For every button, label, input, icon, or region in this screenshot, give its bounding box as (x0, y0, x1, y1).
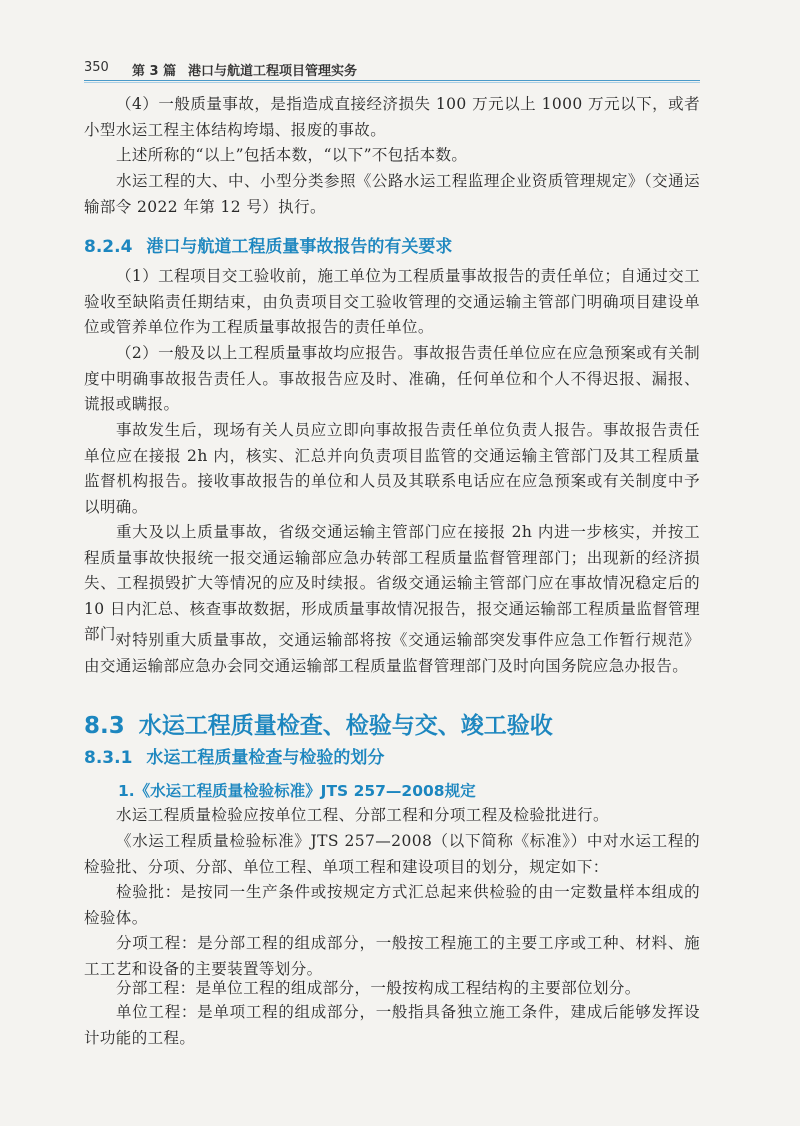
paragraph: 单位工程：是单项工程的组成部分，一般指具备独立施工条件，建成后能够发挥设计功能的工程。 (84, 1003, 700, 1047)
section-number: 8.3.1 (84, 748, 133, 768)
header-rule-secondary (84, 82, 700, 83)
paragraph: 水运工程的大、中、小型分类参照《公路水运工程监理企业资质管理规定》（交通运输部令 2022 年第 12 号）执行。 (84, 172, 700, 216)
header-rule (84, 80, 700, 81)
subheading-1: 1.《水运工程质量检验标准》JTS 257—2008规定 (118, 782, 476, 800)
section-number: 8.3 (84, 713, 125, 739)
part-title: 港口与航道工程项目管理实务 (188, 64, 358, 79)
paragraph: （2）一般及以上工程质量事故均应报告。事故报告责任单位应在应急预案或有关制度中明确事故报告责任人。事故报告应及时、准确，任何单位和个人不得迟报、漏报、谎报或瞒报。 (84, 344, 700, 414)
paragraph: 事故发生后，现场有关人员应立即向事故报告责任单位负责人报告。事故报告责任单位应在接报 2h 内，核实、汇总并向负责项目监管的交通运输主管部门及其工程质量监督机构报告。接收事故报告的单位和人员及其联系电话应在应急预案或有关制度中予以明确。 (84, 421, 700, 516)
section-number: 8.2.4 (84, 237, 133, 257)
section-title: 港口与航道工程质量事故报告的有关要求 (146, 237, 453, 257)
paragraph: 分项工程：是分部工程的组成部分，一般按工程施工的主要工序或工种、材料、施工工艺和设备的主要装置等划分。 (84, 934, 700, 978)
paragraph: 分部工程：是单位工程的组成部分，一般按构成工程结构的主要部位划分。 (116, 979, 641, 997)
part-label: 第 3 篇 (132, 64, 177, 79)
paragraph: （4）一般质量事故，是指造成直接经济损失 100 万元以上 1000 万元以下，或者小型水运工程主体结构垮塌、报废的事故。 (84, 95, 700, 139)
section-heading-8-3 (84, 707, 553, 740)
paragraph: 对特别重大质量事故，交通运输部将按《交通运输部突发事件应急工作暂行规范》由交通运输部应急办会同交通运输部工程质量监督管理部门及时向国务院应急办报告。 (84, 631, 700, 675)
page-number: 350 (84, 60, 109, 75)
section-heading-8-2-4 (84, 232, 452, 257)
paragraph: 上述所称的“以上”包括本数，“以下”不包括本数。 (116, 146, 468, 164)
running-header (84, 58, 700, 80)
paragraph: 检验批：是按同一生产条件或按规定方式汇总起来供检验的由一定数量样本组成的检验体。 (84, 883, 700, 927)
paragraph: 重大及以上质量事故，省级交通运输主管部门应在接报 2h 内进一步核实，并按工程质量事故快报统一报交通运输部应急办转部工程质量监督管理部门；出现新的经济损失、工程损毁扩大等情况的应及时续报。省级交通运输主管部门应在事故情况稳定后的 10 日内汇总、核查事故数据，形成质量事故情况报告，报交通运输部工程质量监督管理部门。 (84, 523, 700, 644)
section-title: 水运工程质量检查、检验与交、竣工验收 (138, 713, 553, 739)
paragraph: 水运工程质量检验应按单位工程、分部工程和分项工程及检验批进行。 (116, 806, 609, 824)
section-heading-8-3-1 (84, 743, 384, 768)
paragraph: 《水运工程质量检验标准》JTS 257—2008（以下简称《标准》）中对水运工程的检验批、分项、分部、单位工程、单项工程和建设项目的划分，规定如下： (84, 832, 700, 876)
paragraph: （1）工程项目交工验收前，施工单位为工程质量事故报告的责任单位；自通过交工验收至缺陷责任期结束，由负责项目交工验收管理的交通运输主管部门明确项目建设单位或管养单位作为工程质量事故报告的责任单位。 (84, 267, 700, 337)
section-title: 水运工程质量检查与检验的划分 (146, 748, 385, 768)
